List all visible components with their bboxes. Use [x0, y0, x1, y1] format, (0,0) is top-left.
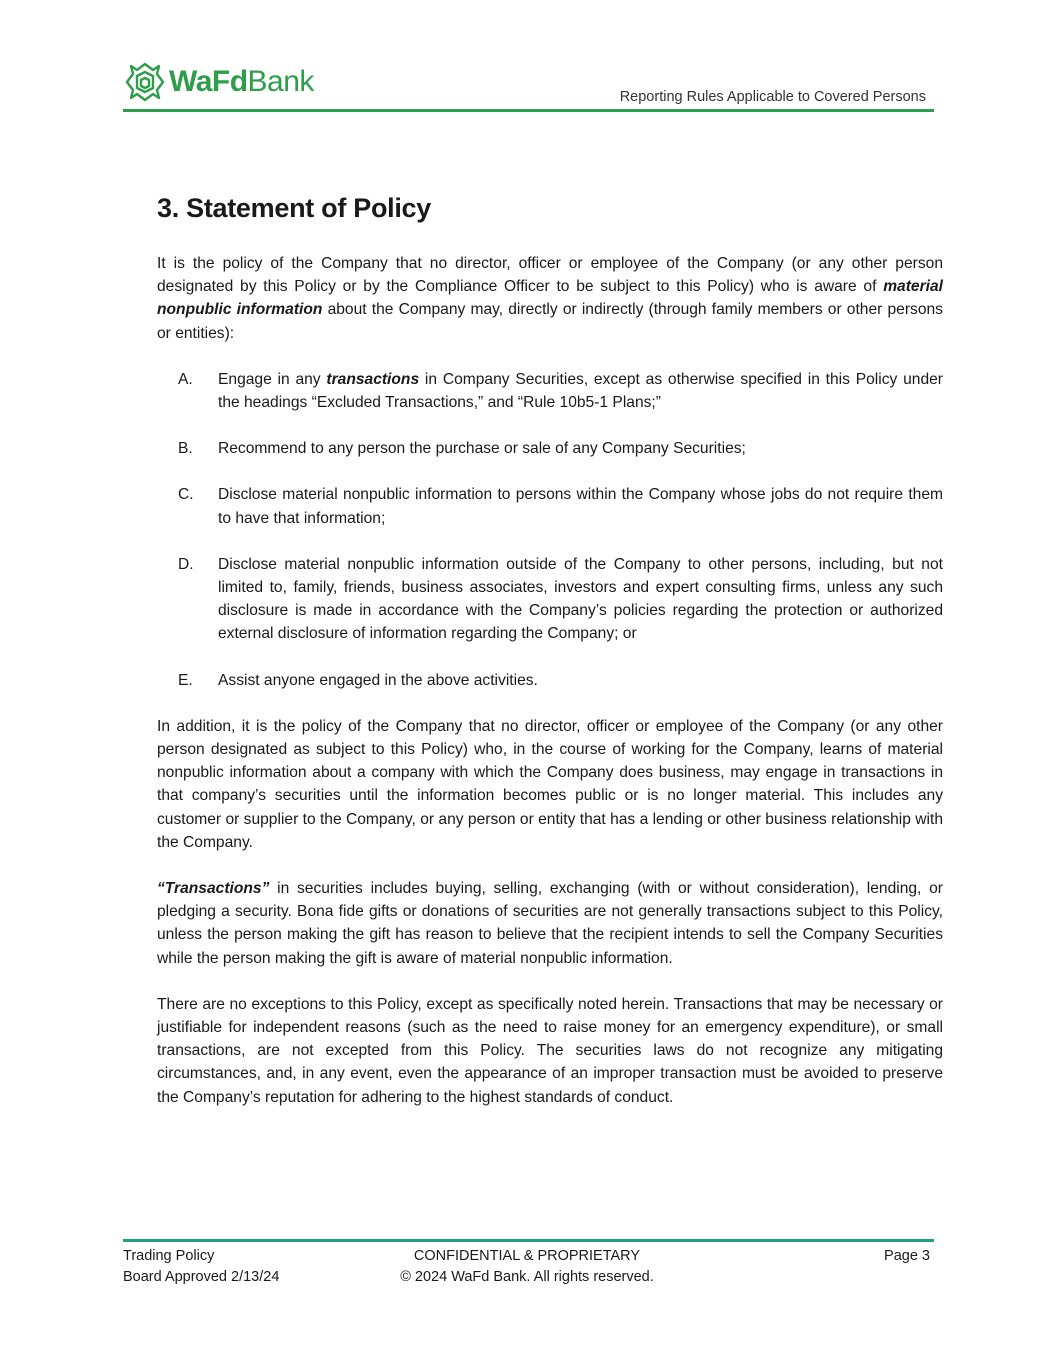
logo-wafd-text: WaFd [169, 65, 248, 98]
list-item-a [157, 368, 943, 414]
transactions-term: “Transactions” [157, 880, 270, 898]
wafd-bank-logo [123, 60, 314, 104]
exceptions-paragraph: There are no exceptions to this Policy, except as specifically noted herein. Transactions that may be necessary or justifiable for independent reasons (such as the need to raise money for an emergency expenditure), or small transactions, are not excepted from this Policy. The securities laws do not recognize any mitigating circumstances, and, in any event, even the appearance of an improper transaction must be avoided to preserve the Company’s reputation for adhering to the highest standards of conduct. [157, 995, 943, 1106]
policy-body [157, 252, 943, 1132]
list-text: Assist anyone engaged in the above activities. [218, 671, 538, 689]
list-a-before: Engage in any [218, 370, 327, 388]
list-letter: D. [178, 555, 194, 573]
transactions-definition: in securities includes buying, selling, exchanging (with or without consideration), lending, or pledging a security. Bona fide gifts or donations of securities are not generally transactions subject to this Policy, unless the person making the gift has reason to believe that the recipient intends to sell the Company Securities while the person making the gift is aware of material nonpublic information. [157, 880, 943, 967]
list-a-after: in Company Securities, except as otherwise specified in this Policy under the headings “Excluded Transactions,” and “Rule 10b5-1 Plans;” [218, 370, 943, 412]
list-letter: E. [178, 671, 193, 689]
header-title: Reporting Rules Applicable to Covered Persons [619, 89, 926, 105]
header-divider [123, 109, 934, 112]
footer-approval-date: Board Approved 2/13/24 [123, 1269, 280, 1285]
footer-center [393, 1246, 661, 1288]
transactions-definition-paragraph [157, 877, 943, 970]
footer-page-number: Page 3 [884, 1248, 930, 1264]
addition-paragraph: In addition, it is the policy of the Company that no director, officer or employee of the Company (or any other person designated as subject to this Policy) who, in the course of working for the Company, learns of material nonpublic information about a company with which the Company does business, may engage in transactions in that company’s securities until the information becomes public or is no longer material. This includes any customer or supplier to the Company, or any person or entity that has a lending or other business relationship with the Company. [157, 717, 943, 851]
list-item-e [157, 669, 943, 692]
footer-divider [123, 1239, 934, 1242]
intro-before: It is the policy of the Company that no director, officer or employee of the Company (or any other person designated by this Policy or by the Compliance Officer to be subject to this Policy) who is aware of [157, 255, 943, 296]
footer-left [123, 1246, 279, 1288]
list-item-b [157, 437, 943, 460]
list-item-d [157, 553, 943, 646]
list-text: Recommend to any person the purchase or sale of any Company Securities; [218, 440, 746, 458]
intro-paragraph [157, 252, 943, 345]
footer-right [884, 1246, 930, 1267]
intro-after: about the Company may, directly or indirectly (through family members or other persons or entities): [157, 301, 943, 342]
list-text [218, 368, 943, 414]
footer-confidential: CONFIDENTIAL & PROPRIETARY [413, 1248, 641, 1264]
wafd-emblem-icon [123, 60, 167, 104]
list-letter: C. [178, 486, 194, 504]
section-heading: 3. Statement of Policy [157, 193, 431, 223]
logo-bank-text: Bank [247, 65, 314, 98]
list-letter: B. [178, 440, 193, 458]
list-a-term: transactions [326, 370, 420, 388]
footer-copyright: © 2024 WaFd Bank. All rights reserved. [400, 1269, 654, 1285]
list-letter: A. [178, 370, 193, 388]
list-text: Disclose material nonpublic information to persons within the Company whose jobs do not require them to have that information; [218, 486, 943, 527]
footer-doc-name: Trading Policy [123, 1248, 215, 1264]
list-text: Disclose material nonpublic information outside of the Company to other persons, including, but not limited to, family, friends, business associates, investors and expert consulting firms, unless any such disclosure is made in accordance with the Company’s policies regarding the protection or authorized external disclosure of information regarding the Company; or [218, 555, 943, 643]
intro-term: material nonpublic information [157, 278, 943, 319]
list-item-c [157, 483, 943, 529]
